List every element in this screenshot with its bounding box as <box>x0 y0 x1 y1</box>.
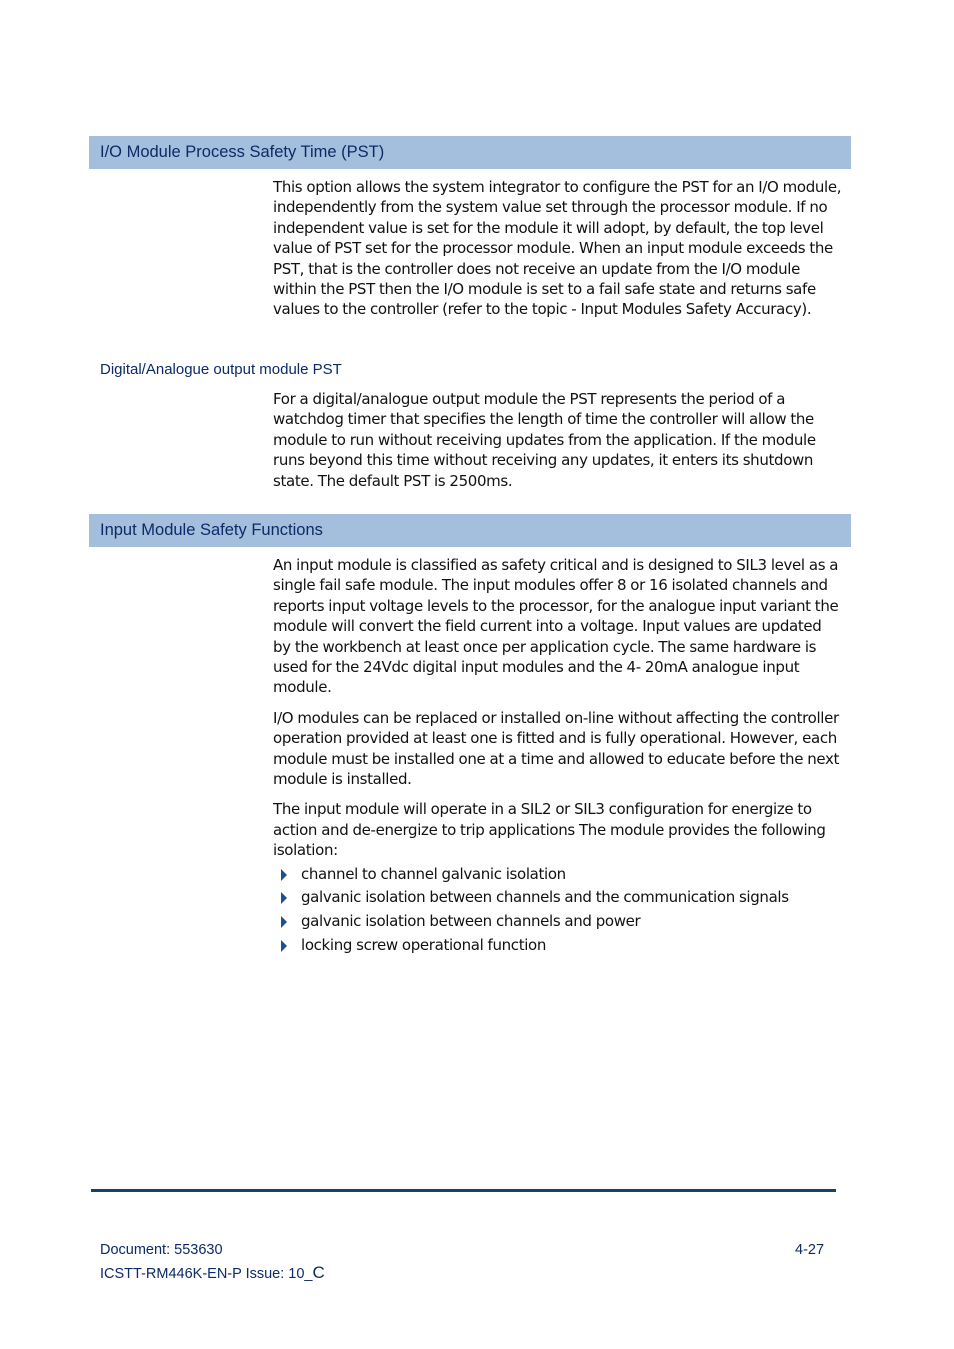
list-item <box>273 886 843 910</box>
section-heading-pst-text: I/O Module Process Safety Time (PST) <box>100 143 385 161</box>
input-safety-paragraph-1: An input module is classified as safety critical and is designed to SIL3 level as a single fail safe module. The input modules offer 8 or 16 isolated channels and reports input voltage levels to the processor, for the analogue input variant the module will convert the field current into a voltage. Input values are updated by the workbench at least once per application cycle. The same hardware is used for the 24Vdc digital input modules and the 4- 20mA analogue input module. <box>273 556 839 697</box>
footer-issue <box>100 1263 325 1283</box>
triangle-right-icon <box>281 892 287 904</box>
footer-issue-suffix: C <box>312 1263 325 1282</box>
triangle-right-icon <box>281 940 287 952</box>
list-item-text: galvanic isolation between channels and power <box>301 912 641 931</box>
section-heading-input-safety-text: Input Module Safety Functions <box>100 521 323 539</box>
list-item-text: galvanic isolation between channels and the communication signals <box>301 888 789 907</box>
footer-rule <box>91 1189 836 1192</box>
pst-paragraph: This option allows the system integrator to configure the PST for an I/O module, independently from the system value set through the processor module. If no independent value is set for the module it will adopt, by default, the top level value of PST set for the processor module. When an input module exceeds the PST, that is the controller does not receive an update from the I/O module within the PST then the I/O module is set to a fail safe state and returns safe values to the controller (refer to the topic - Input Modules Safety Accuracy). <box>273 178 842 319</box>
footer-document: Document: 553630 <box>100 1242 223 1258</box>
section-heading-pst <box>89 136 851 169</box>
triangle-right-icon <box>281 869 287 881</box>
pst-body <box>273 177 843 330</box>
isolation-list <box>273 863 843 958</box>
input-safety-body <box>273 555 843 957</box>
section-heading-input-safety <box>89 514 851 547</box>
subheading-output-pst: Digital/Analogue output module PST <box>100 361 342 378</box>
list-item <box>273 934 843 958</box>
list-item-text: locking screw operational function <box>301 935 547 954</box>
input-safety-paragraph-2: I/O modules can be replaced or installed on-line without affecting the controller operation provided at least one is fitted and is fully operational. However, each module must be installed one at a time and allowed to educate before the next module is installed. <box>273 708 840 789</box>
list-item <box>273 910 843 934</box>
input-safety-paragraph-3: The input module will operate in a SIL2 or SIL3 configuration for energize to action and de-energize to trip applications The module provides the following isolation: <box>273 800 826 860</box>
footer-page-number: 4-27 <box>795 1242 825 1258</box>
list-item-text: channel to channel galvanic isolation <box>301 864 566 883</box>
output-pst-body <box>273 389 843 501</box>
footer-issue-prefix: ICSTT-RM446K-EN-P Issue: 10_ <box>100 1266 313 1282</box>
triangle-right-icon <box>281 916 287 928</box>
output-pst-paragraph: For a digital/analogue output module the PST represents the period of a watchdog timer that specifies the length of time the controller will allow the module to run without receiving updates from the application. If the module runs beyond this time without receiving any updates, it enters its shutdown state. The default PST is 2500ms. <box>273 390 816 490</box>
list-item <box>273 863 843 887</box>
